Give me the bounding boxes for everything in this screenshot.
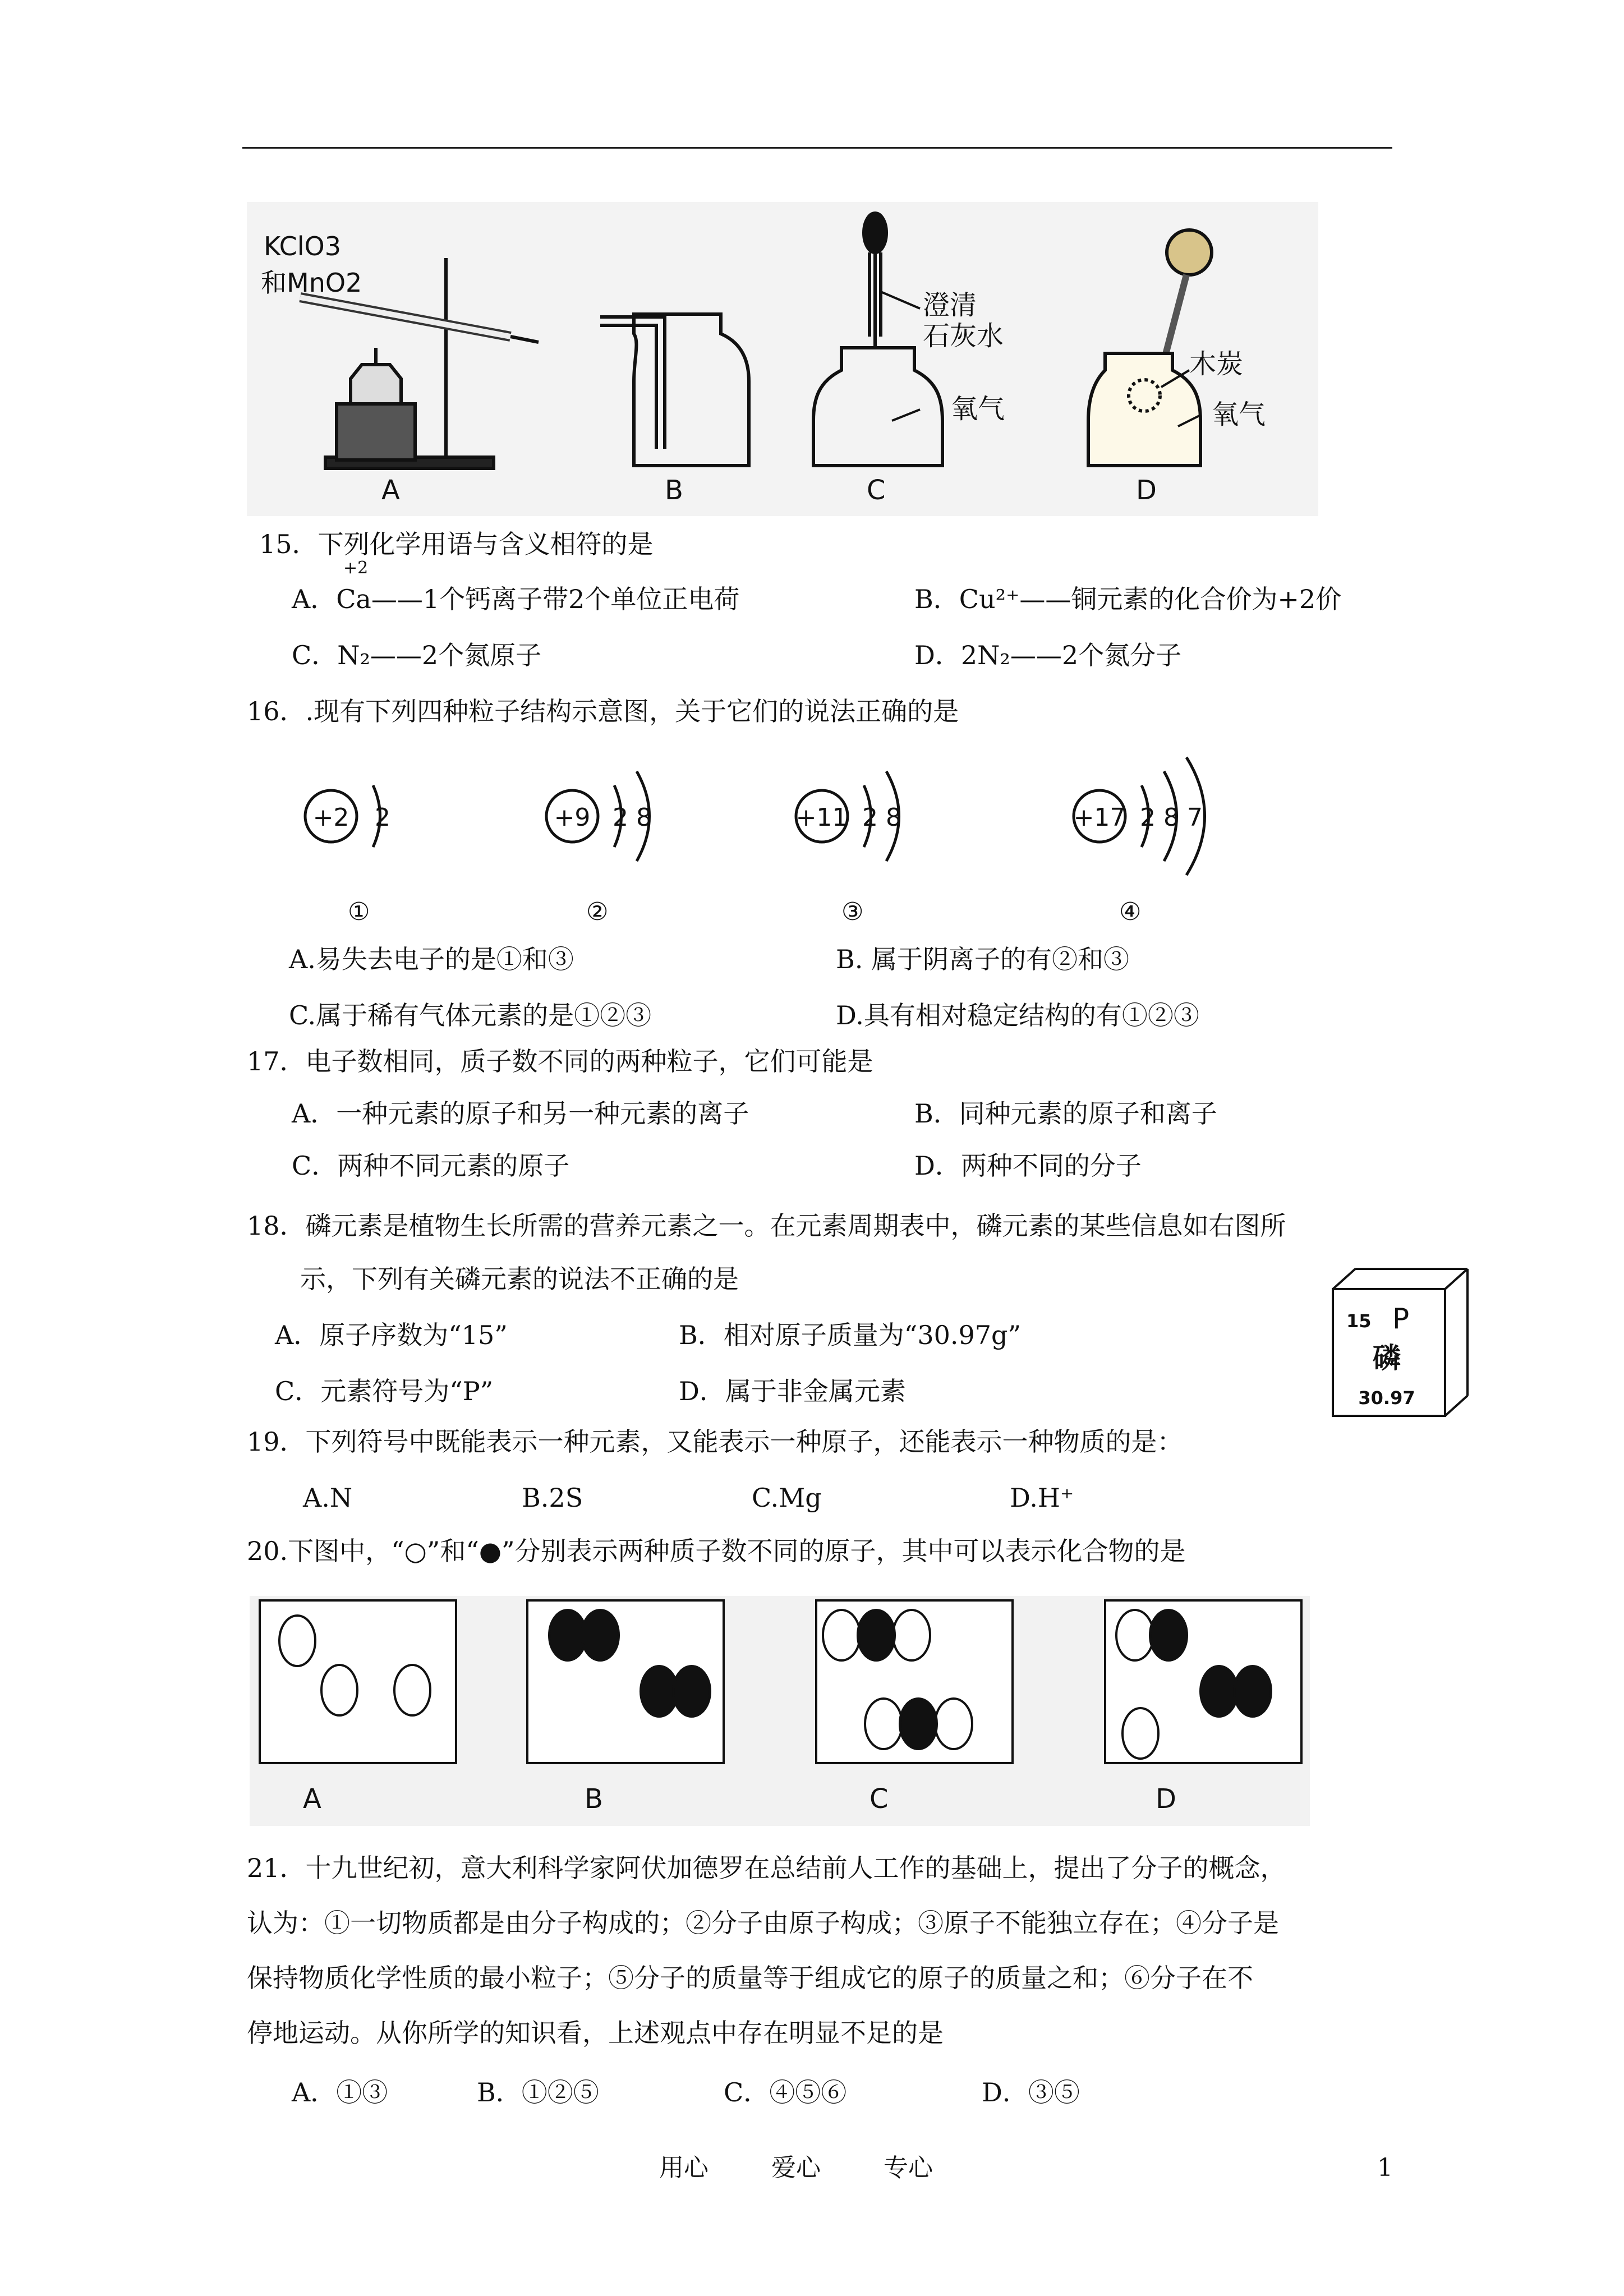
atom2-shells: 2 8 (613, 803, 652, 832)
q18-option-a: A．原子序数为“15” (275, 1320, 508, 1350)
cell-symbol: P (1392, 1303, 1410, 1335)
q18-stem-line2: 示，下列有关磷元素的说法不正确的是 (300, 1264, 739, 1294)
q19-option-b: B.2S (522, 1483, 583, 1513)
q16-option-d: D.具有相对稳定结构的有①②③ (836, 1000, 1199, 1030)
q19-option-a: A.N (303, 1483, 353, 1513)
q17-stem: 17．电子数相同，质子数不同的两种粒子，它们可能是 (247, 1046, 873, 1076)
c-gas: 氧气 (951, 393, 1005, 425)
q20-label-b: B (585, 1783, 603, 1815)
q18-option-c: C．元素符号为“P” (275, 1376, 494, 1406)
q21-option-b: B．①②⑤ (477, 2077, 599, 2108)
q19-option-d: D.H⁺ (1010, 1483, 1074, 1513)
cell-mass: 30.97 (1358, 1387, 1415, 1409)
header-rule (242, 147, 1392, 149)
atom4-label: ④ (1119, 898, 1142, 926)
cell-name: 磷 (1373, 1342, 1401, 1374)
q15-option-d: D．2N₂——2个氮分子 (914, 640, 1182, 670)
q20-label-c: C (869, 1783, 889, 1815)
q20-label-a: A (303, 1783, 321, 1815)
atom2-label: ② (586, 898, 609, 926)
q20-stem: 20.下图中，“○”和“●”分别表示两种质子数不同的原子，其中可以表示化合物的是 (247, 1536, 1186, 1566)
q21-option-c: C．④⑤⑥ (724, 2077, 847, 2108)
periodic-table-cell (1331, 1267, 1470, 1418)
atom3-label: ③ (841, 898, 864, 926)
apparatus-figure (247, 202, 1318, 516)
q17-option-a: A．一种元素的原子和另一种元素的离子 (292, 1098, 749, 1129)
q15-option-c: C．N₂——2个氮原子 (292, 640, 542, 670)
d-charcoal: 木炭 (1189, 348, 1244, 380)
q18-option-b: B．相对原子质量为“30.97g” (679, 1320, 1021, 1350)
atom2-nucleus: +9 (554, 803, 591, 832)
q17-option-b: B．同种元素的原子和离子 (914, 1098, 1217, 1129)
atom1-nucleus: +2 (312, 803, 349, 832)
c-label-2: 石灰水 (923, 320, 1004, 352)
q20-label-d: D (1156, 1783, 1176, 1815)
q15-a-superscript: +2 (343, 558, 369, 578)
molecule-models-figure (250, 1596, 1310, 1826)
q21-line4: 停地运动。从你所学的知识看，上述观点中存在明显不足的是 (247, 2018, 944, 2048)
q16-option-c: C.属于稀有气体元素的是①②③ (289, 1000, 652, 1030)
atom3-nucleus: +11 (795, 803, 848, 832)
cell-number: 15 (1346, 1310, 1372, 1332)
a-reagent-1: KClO3 (264, 231, 342, 261)
q21-line1: 21．十九世纪初，意大利科学家阿伏加德罗在总结前人工作的基础上，提出了分子的概念， (247, 1853, 1286, 1883)
footer-motto-1: 用心 (659, 2154, 709, 2182)
label-c: C (867, 475, 886, 506)
q18-stem-line1: 18．磷元素是植物生长所需的营养元素之一。在元素周期表中，磷元素的某些信息如右图所 (247, 1211, 1286, 1241)
q16-stem: 16．.现有下列四种粒子结构示意图，关于它们的说法正确的是 (247, 696, 959, 726)
label-a: A (381, 475, 400, 506)
page-number: 1 (1377, 2154, 1393, 2182)
q16-option-b: B. 属于阴离子的有②和③ (836, 944, 1130, 974)
atom3-shells: 2 8 (862, 803, 901, 832)
c-label-1: 澄清 (923, 289, 977, 321)
atom-structure-diagrams (280, 752, 1290, 931)
label-d: D (1136, 475, 1157, 506)
q18-option-d: D．属于非金属元素 (679, 1376, 906, 1406)
q15-stem: 15．下列化学用语与含义相符的是 (259, 529, 654, 559)
footer-motto-2: 爱心 (771, 2154, 821, 2182)
atom4-nucleus: +17 (1073, 803, 1126, 832)
q21-option-a: A．①③ (292, 2077, 388, 2108)
q17-option-c: C．两种不同元素的原子 (292, 1151, 570, 1181)
q16-option-a: A.易失去电子的是①和③ (289, 944, 574, 974)
footer-motto-3: 专心 (884, 2154, 933, 2182)
q19-option-c: C.Mg (752, 1483, 822, 1513)
label-b: B (665, 475, 683, 506)
q15-option-a: A．Ca——1个钙离子带2个单位正电荷 (292, 584, 740, 614)
q19-stem: 19．下列符号中既能表示一种元素，又能表示一种原子，还能表示一种物质的是： (247, 1427, 1183, 1457)
q17-option-d: D．两种不同的分子 (914, 1151, 1142, 1181)
atom1-shells: 2 (375, 803, 390, 832)
q15-option-b: B．Cu²⁺——铜元素的化合价为+2价 (914, 584, 1342, 614)
a-reagent-2: 和MnO2 (261, 268, 362, 298)
d-gas: 氧气 (1212, 399, 1266, 430)
atom4-shells: 2 8 7 (1140, 803, 1203, 832)
q21-option-d: D．③⑤ (982, 2077, 1080, 2108)
q21-line2: 认为：①一切物质都是由分子构成的；②分子由原子构成；③原子不能独立存在；④分子是 (247, 1908, 1279, 1938)
q21-line3: 保持物质化学性质的最小粒子；⑤分子的质量等于组成它的原子的质量之和；⑥分子在不 (247, 1963, 1253, 1993)
atom1-label: ① (348, 898, 370, 926)
